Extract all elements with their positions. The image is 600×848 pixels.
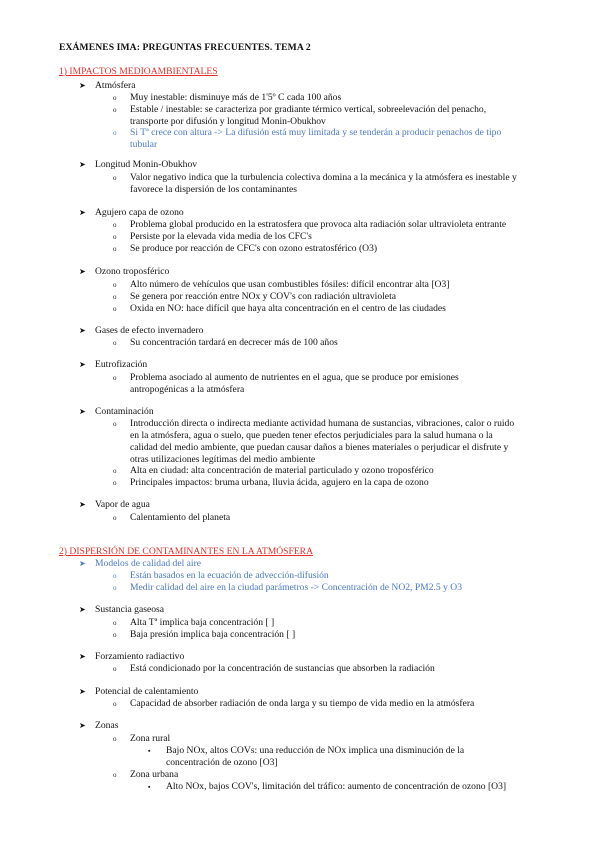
circle-bullet-icon: o [113, 233, 117, 241]
topic-atmosfera: ➤ Atmósfera [79, 80, 136, 91]
topic-agujero-ozono: ➤ Agujero capa de ozono [79, 207, 184, 218]
list-item: o Alta Tª implica baja concentración [ ] [113, 617, 275, 628]
arrow-bullet-icon: ➤ [79, 605, 86, 614]
topic-monin-obukhov: ➤ Longitud Monin-Obukhov [79, 159, 198, 170]
list-item: o Calentamiento del planeta [113, 512, 231, 523]
list-item-highlight: o Están basados en la ecuación de advección-difusión [113, 570, 329, 581]
list-item: o Estable / inestable: se caracteriza por gradiante térmico vertical, sobreelevación del penacho, transporte por difusión y longitud Monin-Obukhov [113, 104, 487, 127]
circle-bullet-icon: o [113, 735, 117, 743]
sub-list-item: ▪ Alto NOx, bajos COV's, limitación del tráfico: aumento de concentración de ozono [O3] [148, 781, 507, 792]
circle-bullet-icon: o [113, 305, 117, 313]
topic-potencial-calentamiento: ➤ Potencial de calentamiento [79, 686, 199, 697]
list-item: o Su concentración tardará en decrecer más de 100 años [113, 337, 338, 348]
arrow-bullet-icon: ➤ [79, 81, 86, 90]
circle-bullet-icon: o [113, 293, 117, 301]
list-item: o Problema asociado al aumento de nutrientes en el agua, que se produce por emisiones antropogénicas a la atmósfera [113, 372, 459, 395]
circle-bullet-icon: o [113, 221, 117, 229]
list-item: o Alto número de vehículos que usan combustibles fósiles: difícil encontrar alta [O3] [113, 279, 450, 290]
list-item: o Alta en ciudad: alta concentración de material particulado y ozono troposférico [113, 465, 434, 476]
circle-bullet-icon: o [113, 467, 117, 475]
arrow-bullet-icon: ➤ [79, 326, 86, 335]
topic-contaminacion: ➤ Contaminación [79, 406, 154, 417]
circle-bullet-icon: o [113, 514, 117, 522]
arrow-bullet-icon: ➤ [79, 559, 86, 568]
list-item-highlight: o Si Tª crece con altura -> La difusión está muy limitada y se tenderán a producir penachos de tipo tubular [113, 127, 502, 150]
circle-bullet-icon: o [113, 584, 117, 592]
circle-bullet-icon: o [113, 619, 117, 627]
list-item: o Muy inestable: disminuye más de 1'5º C cada 100 años [113, 92, 342, 103]
topic-ozono-troposferico: ➤ Ozono troposférico [79, 266, 170, 277]
list-item: o Se produce por reacción de CFC's con ozono estratosférico (O3) [113, 243, 378, 254]
list-item: o Oxida en NO: hace difícil que haya alta concentración en el centro de las ciudades [113, 303, 446, 314]
topic-modelos-calidad: ➤ Modelos de calidad del aire [79, 558, 202, 569]
arrow-bullet-icon: ➤ [79, 360, 86, 369]
arrow-bullet-icon: ➤ [79, 500, 86, 509]
list-item: o Baja presión implica baja concentración [ ] [113, 629, 296, 640]
circle-bullet-icon: o [113, 129, 117, 137]
arrow-bullet-icon: ➤ [79, 407, 86, 416]
topic-sustancia-gaseosa: ➤ Sustancia gaseosa [79, 604, 165, 615]
section-heading-dispersion: 2) DISPERSIÓN DE CONTAMINANTES EN LA ATMÓSFERA [59, 546, 314, 557]
section-heading-impactos: 1) IMPACTOS MEDIOAMBIENTALES [59, 66, 218, 77]
list-item: o Valor negativo indica que la turbulencia colectiva domina a la mecánica y la atmósfera es inestable y favorece la dispersión de los contaminantes [113, 172, 517, 195]
square-bullet-icon: ▪ [148, 783, 151, 791]
list-item: o Zona rural [113, 733, 171, 744]
circle-bullet-icon: o [113, 420, 117, 428]
list-item: o Se genera por reacción entre NOx y COV's con radiación ultravioleta [113, 291, 396, 302]
topic-gases-invernadero: ➤ Gases de efecto invernadero [79, 325, 204, 336]
arrow-bullet-icon: ➤ [79, 267, 86, 276]
arrow-bullet-icon: ➤ [79, 721, 86, 730]
circle-bullet-icon: o [113, 771, 117, 779]
arrow-bullet-icon: ➤ [79, 208, 86, 217]
square-bullet-icon: ▪ [148, 747, 151, 755]
list-item: o Problema global producido en la estratosfera que provoca alta radiación solar ultravioleta entrante [113, 219, 507, 230]
topic-eutrofizacion: ➤ Eutrofización [79, 359, 148, 370]
list-item: o Persiste por la elevada vida media de los CFC's [113, 231, 312, 242]
circle-bullet-icon: o [113, 339, 117, 347]
document-title: EXÁMENES IMA: PREGUNTAS FRECUENTES. TEMA 2 [59, 42, 311, 53]
circle-bullet-icon: o [113, 631, 117, 639]
list-item-highlight: o Medir calidad del aire en la ciudad parámetros -> Concentración de NO2, PM2.5 y O3 [113, 582, 463, 593]
list-item: o Zona urbana [113, 769, 179, 780]
circle-bullet-icon: o [113, 374, 117, 382]
arrow-bullet-icon: ➤ [79, 687, 86, 696]
circle-bullet-icon: o [113, 174, 117, 182]
list-item: o Principales impactos: bruma urbana, lluvia ácida, agujero en la capa de ozono [113, 477, 429, 488]
topic-vapor-agua: ➤ Vapor de agua [79, 499, 150, 510]
circle-bullet-icon: o [113, 245, 117, 253]
sub-list-item: ▪ Bajo NOx, altos COVs: una reducción de NOx implica una disminución de la concentración de ozono [O3] [148, 745, 465, 768]
list-item: o Introducción directa o indirecta mediante actividad humana de sustancias, vibraciones, calor o ruido en la atmósfera, agua o suelo, que pueden tener efectos perjudiciales para la salud humana o la calidad del medio ambiente, que puedan causar daños a bienes materiales o perjudicar el disfrute y otras utilizaciones legítimas del medio ambiente [113, 418, 515, 465]
circle-bullet-icon: o [113, 479, 117, 487]
list-item: o Está condicionado por la concentración de sustancias que absorben la radiación [113, 663, 435, 674]
topic-forzamiento-radiactivo: ➤ Forzamiento radiactivo [79, 651, 185, 662]
list-item: o Capacidad de absorber radiación de onda larga y su tiempo de vida medio en la atmósfera [113, 698, 475, 709]
arrow-bullet-icon: ➤ [79, 160, 86, 169]
circle-bullet-icon: o [113, 665, 117, 673]
circle-bullet-icon: o [113, 281, 117, 289]
topic-zonas: ➤ Zonas [79, 720, 119, 731]
circle-bullet-icon: o [113, 106, 117, 114]
circle-bullet-icon: o [113, 700, 117, 708]
circle-bullet-icon: o [113, 572, 117, 580]
arrow-bullet-icon: ➤ [79, 652, 86, 661]
circle-bullet-icon: o [113, 94, 117, 102]
